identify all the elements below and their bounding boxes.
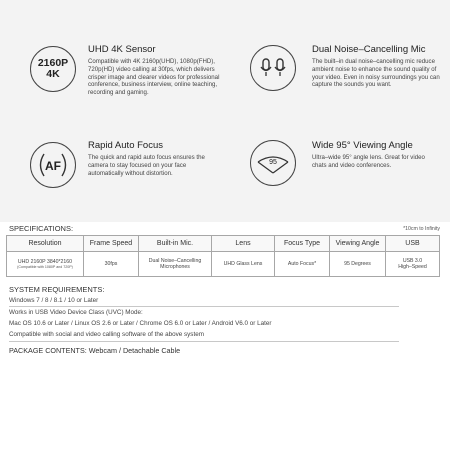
cell-lens: UHD Glass Lens xyxy=(212,252,275,277)
system-req-uvc: Works in USB Video Device Class (UVC) Mode: xyxy=(9,309,143,316)
specifications-heading: SPECIFICATIONS: xyxy=(9,224,74,233)
feature-title: Wide 95° Viewing Angle xyxy=(312,140,413,151)
af-label: AF xyxy=(45,159,61,173)
table-header-row xyxy=(7,236,440,252)
usb-line1: USB 3.0 xyxy=(402,258,423,264)
feature-description: The built–in dual noise–cancelling mic reduce ambient noise to enhance the sound quality of your video. Even in noisy surroundings you can capture the sounds you want. xyxy=(312,58,440,89)
feature-description: Compatible with 4K 2160p(UHD), 1080p(FHD), 720p(HD) video calling at 30fps, which delivers crisper image and clearer videos for professional conference, business interview, online teaching, recording and gaming. xyxy=(88,58,220,97)
header-built-in-mic: Built-in Mic. xyxy=(139,236,212,252)
resolution-compat: (Compatible with 1080P and 720P) xyxy=(17,264,73,269)
badge-2160p: 2160P xyxy=(37,57,69,69)
badge-4k: 4K xyxy=(46,68,60,80)
specifications-table xyxy=(6,235,440,277)
feature-description: The quick and rapid auto focus ensures the camera to stay focused on your face automatically without distortion. xyxy=(88,154,205,177)
header-focus-type: Focus Type xyxy=(275,236,330,252)
table-row xyxy=(7,252,440,277)
viewing-angle-icon xyxy=(250,140,296,186)
features-panel xyxy=(0,0,450,222)
cell-viewing-angle: 95 Degrees xyxy=(330,252,386,277)
cell-frame-speed: 30fps xyxy=(84,252,139,277)
angle-label: 95 xyxy=(269,159,277,166)
cell-focus-type: Auto Focus* xyxy=(275,252,330,277)
feature-title: UHD 4K Sensor xyxy=(88,44,156,55)
package-contents: PACKAGE CONTENTS: Webcam / Detachable Cable xyxy=(9,346,181,355)
header-frame-speed: Frame Speed xyxy=(84,236,139,252)
header-resolution: Resolution xyxy=(7,236,84,252)
mic-line2: Microphones xyxy=(160,264,190,270)
usb-line2: High–Speed xyxy=(398,264,427,270)
2160p-4k-badge-icon xyxy=(30,46,76,92)
header-usb: USB xyxy=(386,236,440,252)
auto-focus-icon xyxy=(30,142,76,188)
dual-microphone-icon xyxy=(250,45,296,91)
header-viewing-angle: Viewing Angle xyxy=(330,236,386,252)
resolution-value: UHD 2160P 3840*2160 xyxy=(17,258,73,265)
divider xyxy=(9,341,399,342)
header-lens: Lens xyxy=(212,236,275,252)
feature-title: Rapid Auto Focus xyxy=(88,140,163,151)
feature-description: Ultra–wide 95° angle lens. Great for video chats and video conferences. xyxy=(312,154,425,169)
system-req-os: Mac OS 10.6 or Later / Linux OS 2.6 or Later / Chrome OS 6.0 or Later / Android V6.0 or Later xyxy=(9,320,272,327)
mic-line1: Dual Noise–Cancelling xyxy=(148,258,202,264)
specifications-footnote: *10cm to Infinity xyxy=(403,226,440,232)
system-req-windows: Windows 7 / 8 / 8.1 / 10 or Later xyxy=(9,297,99,304)
cell-resolution xyxy=(7,252,84,277)
cell-built-in-mic xyxy=(139,252,212,277)
feature-title: Dual Noise–Cancelling Mic xyxy=(312,44,426,55)
system-requirements-heading: SYSTEM REQUIREMENTS: xyxy=(9,285,105,294)
system-req-software: Compatible with social and video calling software of the above system xyxy=(9,331,204,338)
cell-usb xyxy=(386,252,440,277)
divider xyxy=(9,306,399,307)
